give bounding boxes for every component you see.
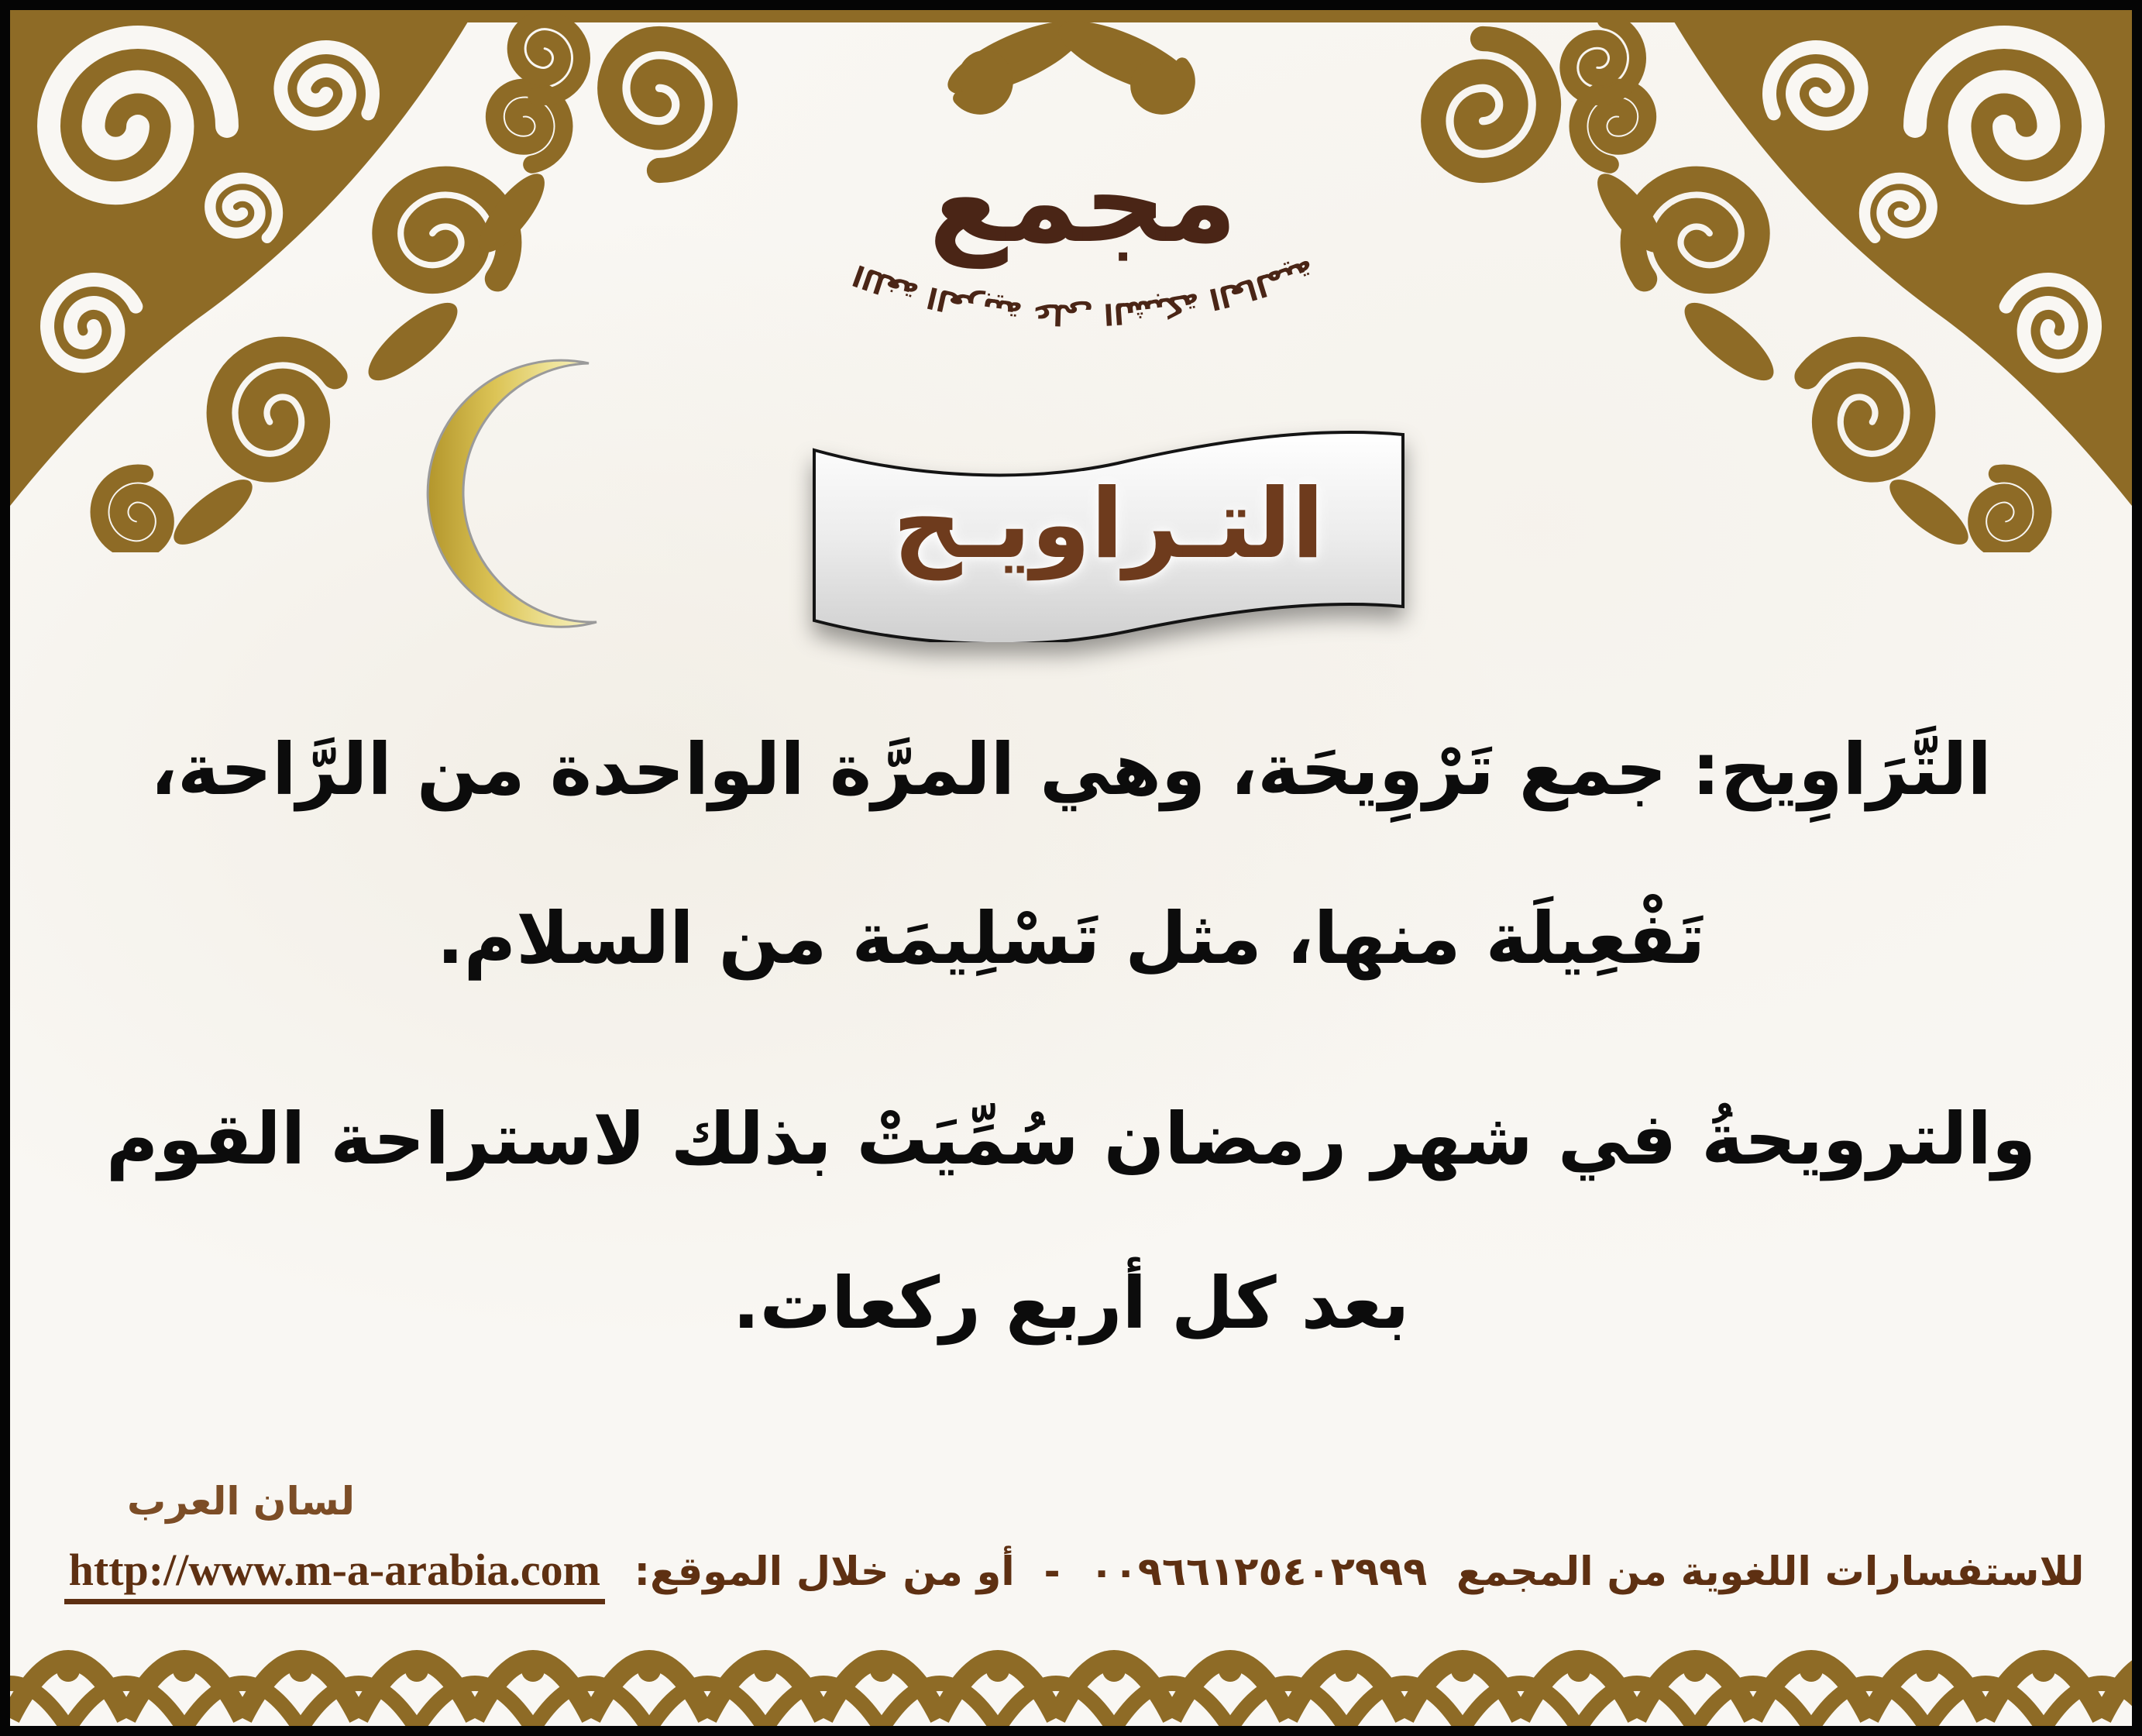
definition-line-1: التَّرَاوِيح: جمع تَرْوِيحَة، وهي المرَّة الواحدة من الرَّاحة، — [150, 728, 1992, 811]
definition-line-3: والترويحةُ في شهر رمضان سُمِّيَتْ بذلك لاستراحة القوم — [105, 1098, 2037, 1181]
footer-separator: - — [1043, 1549, 1061, 1595]
footer-via-label: أو من خلال الموقع: — [634, 1549, 1015, 1595]
bottom-ornament-band — [10, 1642, 2132, 1726]
logo-main-text: مجمع — [928, 135, 1238, 268]
definition-line-4: بعد كل أربع ركعات. — [732, 1262, 1410, 1345]
source-attribution: لسان العرب — [127, 1479, 355, 1524]
website-link[interactable]: http://www.m-a-arabia.com — [64, 1544, 605, 1604]
crescent-moon-icon — [409, 342, 634, 648]
paragraph-2 — [10, 1057, 2132, 1386]
definition-line-2: تَفْعِيلَة منها، مثل تَسْلِيمَة من السلام. — [436, 897, 1706, 980]
page-title: التـراويـح — [892, 469, 1325, 580]
academy-logo — [738, 125, 1428, 380]
footer-contact — [10, 1544, 2132, 1604]
paragraph-1 — [10, 686, 2132, 1023]
footer-label: للاستفسارات اللغوية من المجمع — [1456, 1549, 2085, 1595]
title-banner — [806, 418, 1411, 642]
footer-phone: ٠٠٩٦٦١٢٥٤٠٢٩٩٩ — [1089, 1549, 1428, 1595]
logo-tagline-text: اللغة العربية على الشبكة العالمية — [848, 252, 1319, 332]
